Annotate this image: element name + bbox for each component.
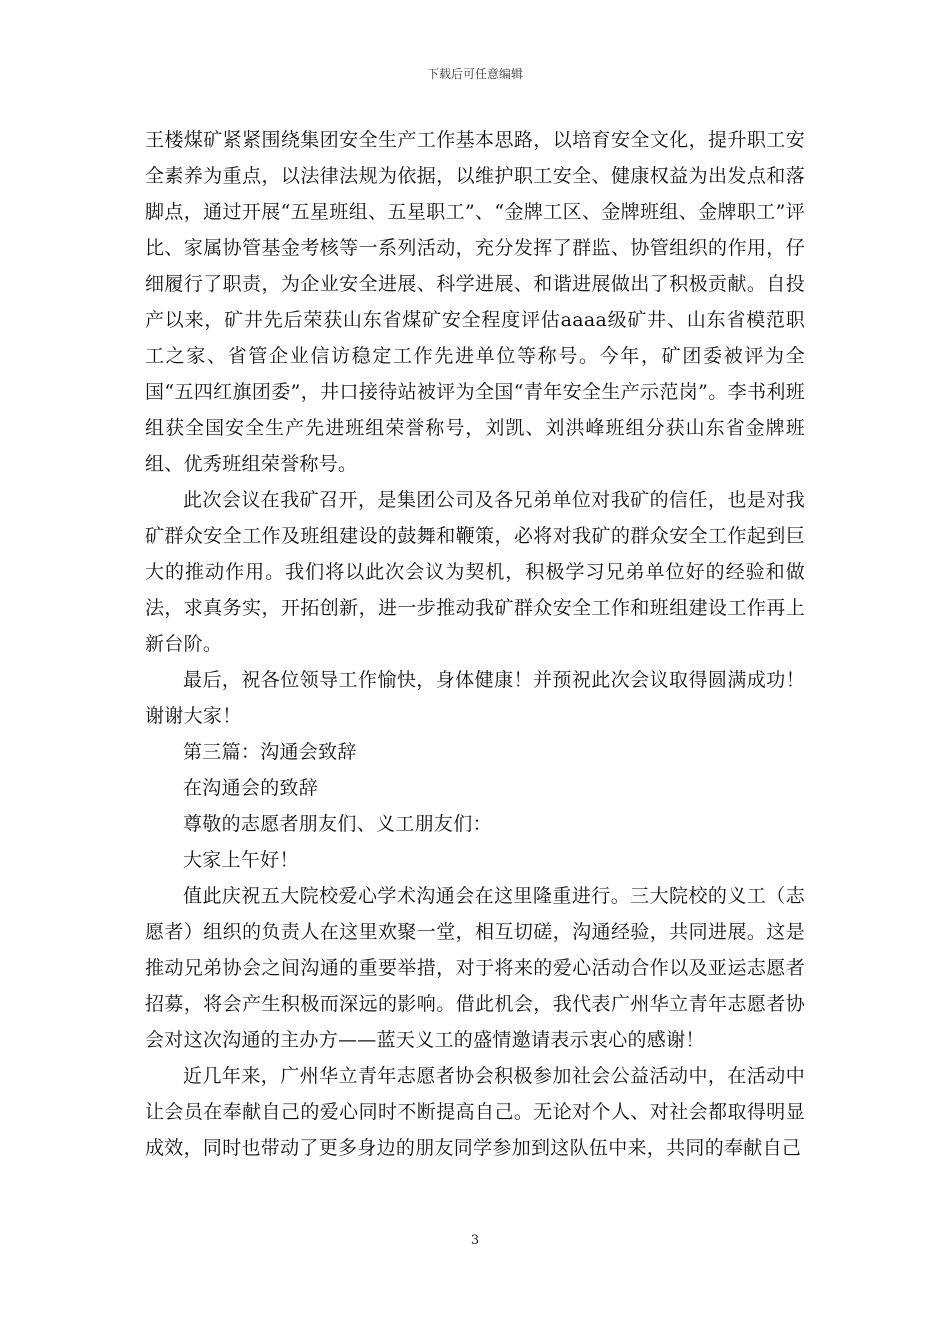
speech-title: 在沟通会的致辞	[183, 777, 319, 799]
salutation: 尊敬的志愿者朋友们、义工朋友们：	[183, 813, 492, 835]
page-header: 下载后可任意编辑	[426, 67, 523, 81]
paragraph-mine-achievements: 王楼煤矿紧紧围绕集团安全生产工作基本思路，以培育安全文化，提升职工安全素养为重点，以法律法规为依据，以维护职工安全、健康权益为出发点和落脚点，通过开展“五星班组、五星职工”、“金牌工区、金牌班组、金牌职工”评比、家属协管基金考核等一系列活动，充分发挥了群监、协管组织的作用，仔细履行了职责，为企业安全进展、科学进展、和谐进展做出了积极贡献。自投产以来，矿井先后荣获山东省煤矿安全程度评估aaaa级矿井、山东省模范职工之家、省管企业信访稳定工作先进单位等称号。今年，矿团委被评为全国“五四红旗团委”，井口接待站被评为全国“青年安全生产示范岗”。李书利班组获全国安全生产先进班组荣誉称号，刘凯、刘洪峰班组分获山东省金牌班组、优秀班组荣誉称号。	[145, 129, 805, 475]
page-number: 3	[470, 1233, 480, 1248]
paragraph-association-activities: 近几年来，广州华立青年志愿者协会积极参加社会公益活动中，在活动中让会员在奉献自己的爱心同时不断提高自己。无论对个人、对社会都取得明显成效，同时也带动了更多身边的朋友同学参加到这队伍中来，共同的奉献自己	[145, 1065, 805, 1159]
paragraph-meeting-significance: 此次会议在我矿召开，是集团公司及各兄弟单位对我矿的信任，也是对我矿群众安全工作及班组建设的鼓舞和鞭策，必将对我矿的群众安全工作起到巨大的推动作用。我们将以此次会议为契机，积极学习兄弟单位好的经验和做法，求真务实，开拓创新，进一步推动我矿群众安全工作和班组建设工作再上新台阶。	[145, 489, 805, 655]
paragraph-exchange-meeting: 值此庆祝五大院校爱心学术沟通会在这里隆重进行。三大院校的义工（志愿者）组织的负责人在这里欢聚一堂，相互切磋，沟通经验，共同进展。这是推动兄弟协会之间沟通的重要举措，对于将来的爱心活动合作以及亚运志愿者招募，将会产生积极而深远的影响。借此机会，我代表广州华立青年志愿者协会对这次沟通的主办方——蓝天义工的盛情邀请表示衷心的感谢！	[145, 885, 805, 1051]
paragraph-closing-wishes: 最后，祝各位领导工作愉快，身体健康！并预祝此次会议取得圆满成功！谢谢大家！	[145, 669, 805, 727]
greeting: 大家上午好！	[183, 849, 299, 871]
section-heading: 第三篇：沟通会致辞	[183, 741, 357, 763]
document-body	[145, 122, 805, 1166]
